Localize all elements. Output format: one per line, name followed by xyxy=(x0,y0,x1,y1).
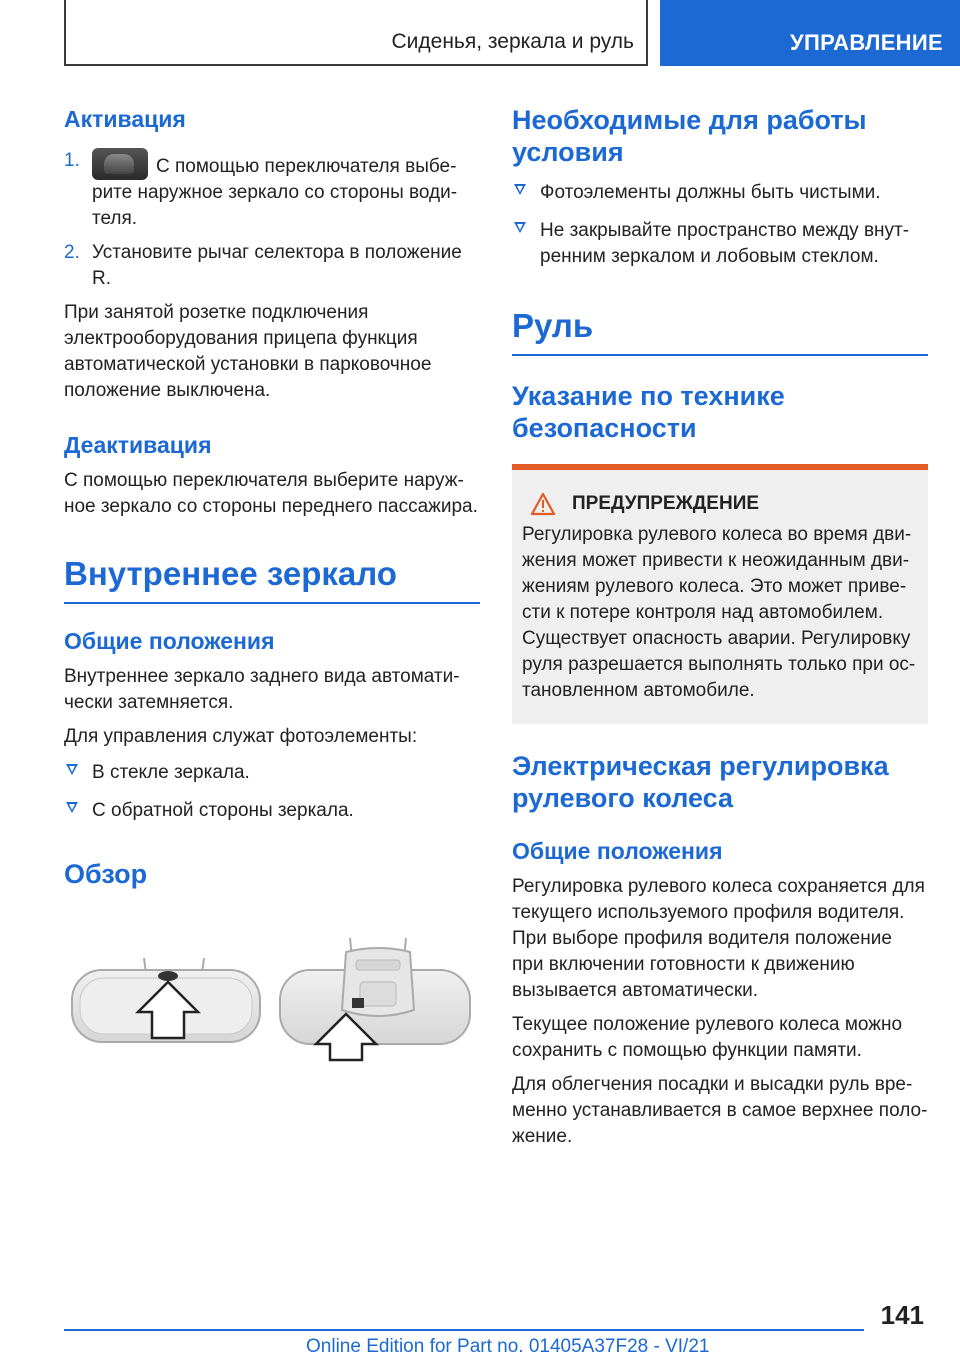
general-heading: Общие положения xyxy=(64,628,275,654)
left-column xyxy=(64,96,480,890)
footer-edition: Online Edition for Part no. 01405A37F28 - VI/21 xyxy=(306,1336,710,1357)
activation-heading: Активация xyxy=(64,106,186,132)
safety-heading: Указание по технике безопасности xyxy=(512,381,785,443)
list-item: Не закрывайте пространство между внутренним зеркалом и лобовым стеклом. xyxy=(512,218,928,270)
step-1 xyxy=(64,148,480,232)
electric-paragraph-2: Текущее положение рулевого колеса можно сохранить с помощью функции памяти. xyxy=(512,1014,903,1061)
inner-mirror-heading: Внутреннее зеркало xyxy=(64,555,397,592)
conditions-heading: Необходимые для работы условия xyxy=(512,105,867,167)
header-section-tab xyxy=(64,0,648,66)
footer-divider xyxy=(64,1329,864,1331)
header-chapter-title: УПРАВЛЕНИЕ xyxy=(790,30,943,55)
step-1-number: 1. xyxy=(64,150,80,171)
warning-text: Регулировка рулевого колеса во время движения может привести к неожиданным движениям рулевого колеса. Это может привести к потере контроля над автомобилем. Существует опасность аварии. Регулировку руля разрешается выполнять только при остановленном автомобиле. xyxy=(522,524,916,701)
mirror-rear-view xyxy=(280,938,470,1060)
overview-heading: Обзор xyxy=(64,859,148,889)
triangle-bullet-icon xyxy=(66,802,78,813)
steering-heading: Руль xyxy=(512,307,594,344)
photo-intro: Для управления служат фотоэлементы: xyxy=(64,726,418,747)
header-section-title: Сиденья, зеркала и руль xyxy=(391,30,634,53)
activation-note: При занятой розетке подключения электрооборудования прицепа функция автоматической установки в парковочное положение выключена. xyxy=(64,302,432,401)
deactivation-heading: Деактивация xyxy=(64,432,212,458)
step-2-number: 2. xyxy=(64,242,80,263)
electric-paragraph-1: Регулировка рулевого колеса сохраняется для текущего используемого профиля водителя. При выборе профиля водителя положение при включении готовности к движению вызывается автоматически. xyxy=(512,876,925,1001)
step-2-text: Установите рычаг селектора в положение R. xyxy=(92,242,462,289)
triangle-bullet-icon xyxy=(66,764,78,775)
inner-mirror-section xyxy=(64,554,480,604)
right-column xyxy=(512,96,928,1150)
mirror-front-view xyxy=(72,958,260,1042)
warning-box xyxy=(512,464,928,724)
list-item: С обратной стороны зеркала. xyxy=(64,798,480,824)
electric-paragraph-3: Для облегчения посадки и высадки руль временно устанавливается в самое верхнее положение. xyxy=(512,1074,928,1147)
warning-triangle-icon xyxy=(530,492,556,516)
triangle-bullet-icon xyxy=(514,222,526,233)
mirror-switch-icon xyxy=(92,148,148,180)
triangle-bullet-icon xyxy=(514,184,526,195)
page-number: 141 xyxy=(880,1300,924,1330)
electric-heading: Электрическая регулировка рулевого колеса xyxy=(512,751,889,813)
list-item: Фотоэлементы должны быть чистыми. xyxy=(512,180,928,206)
list-item: В стекле зеркала. xyxy=(64,760,480,786)
step-2 xyxy=(64,240,480,292)
warning-title: ПРЕДУПРЕЖДЕНИЕ xyxy=(572,493,760,514)
header-chapter-tab xyxy=(660,0,960,66)
step-1-text: С помощью переключателя выберите наружное зеркало со стороны водителя. xyxy=(92,156,458,229)
electric-general-heading: Общие положения xyxy=(512,838,723,864)
general-text: Внутреннее зеркало заднего вида автоматически затемняется. xyxy=(64,666,460,713)
interior-mirror-illustration xyxy=(64,930,480,1070)
steering-section xyxy=(512,306,928,356)
deactivation-text: С помощью переключателя выберите наружное зеркало со стороны переднего пассажира. xyxy=(64,470,478,517)
